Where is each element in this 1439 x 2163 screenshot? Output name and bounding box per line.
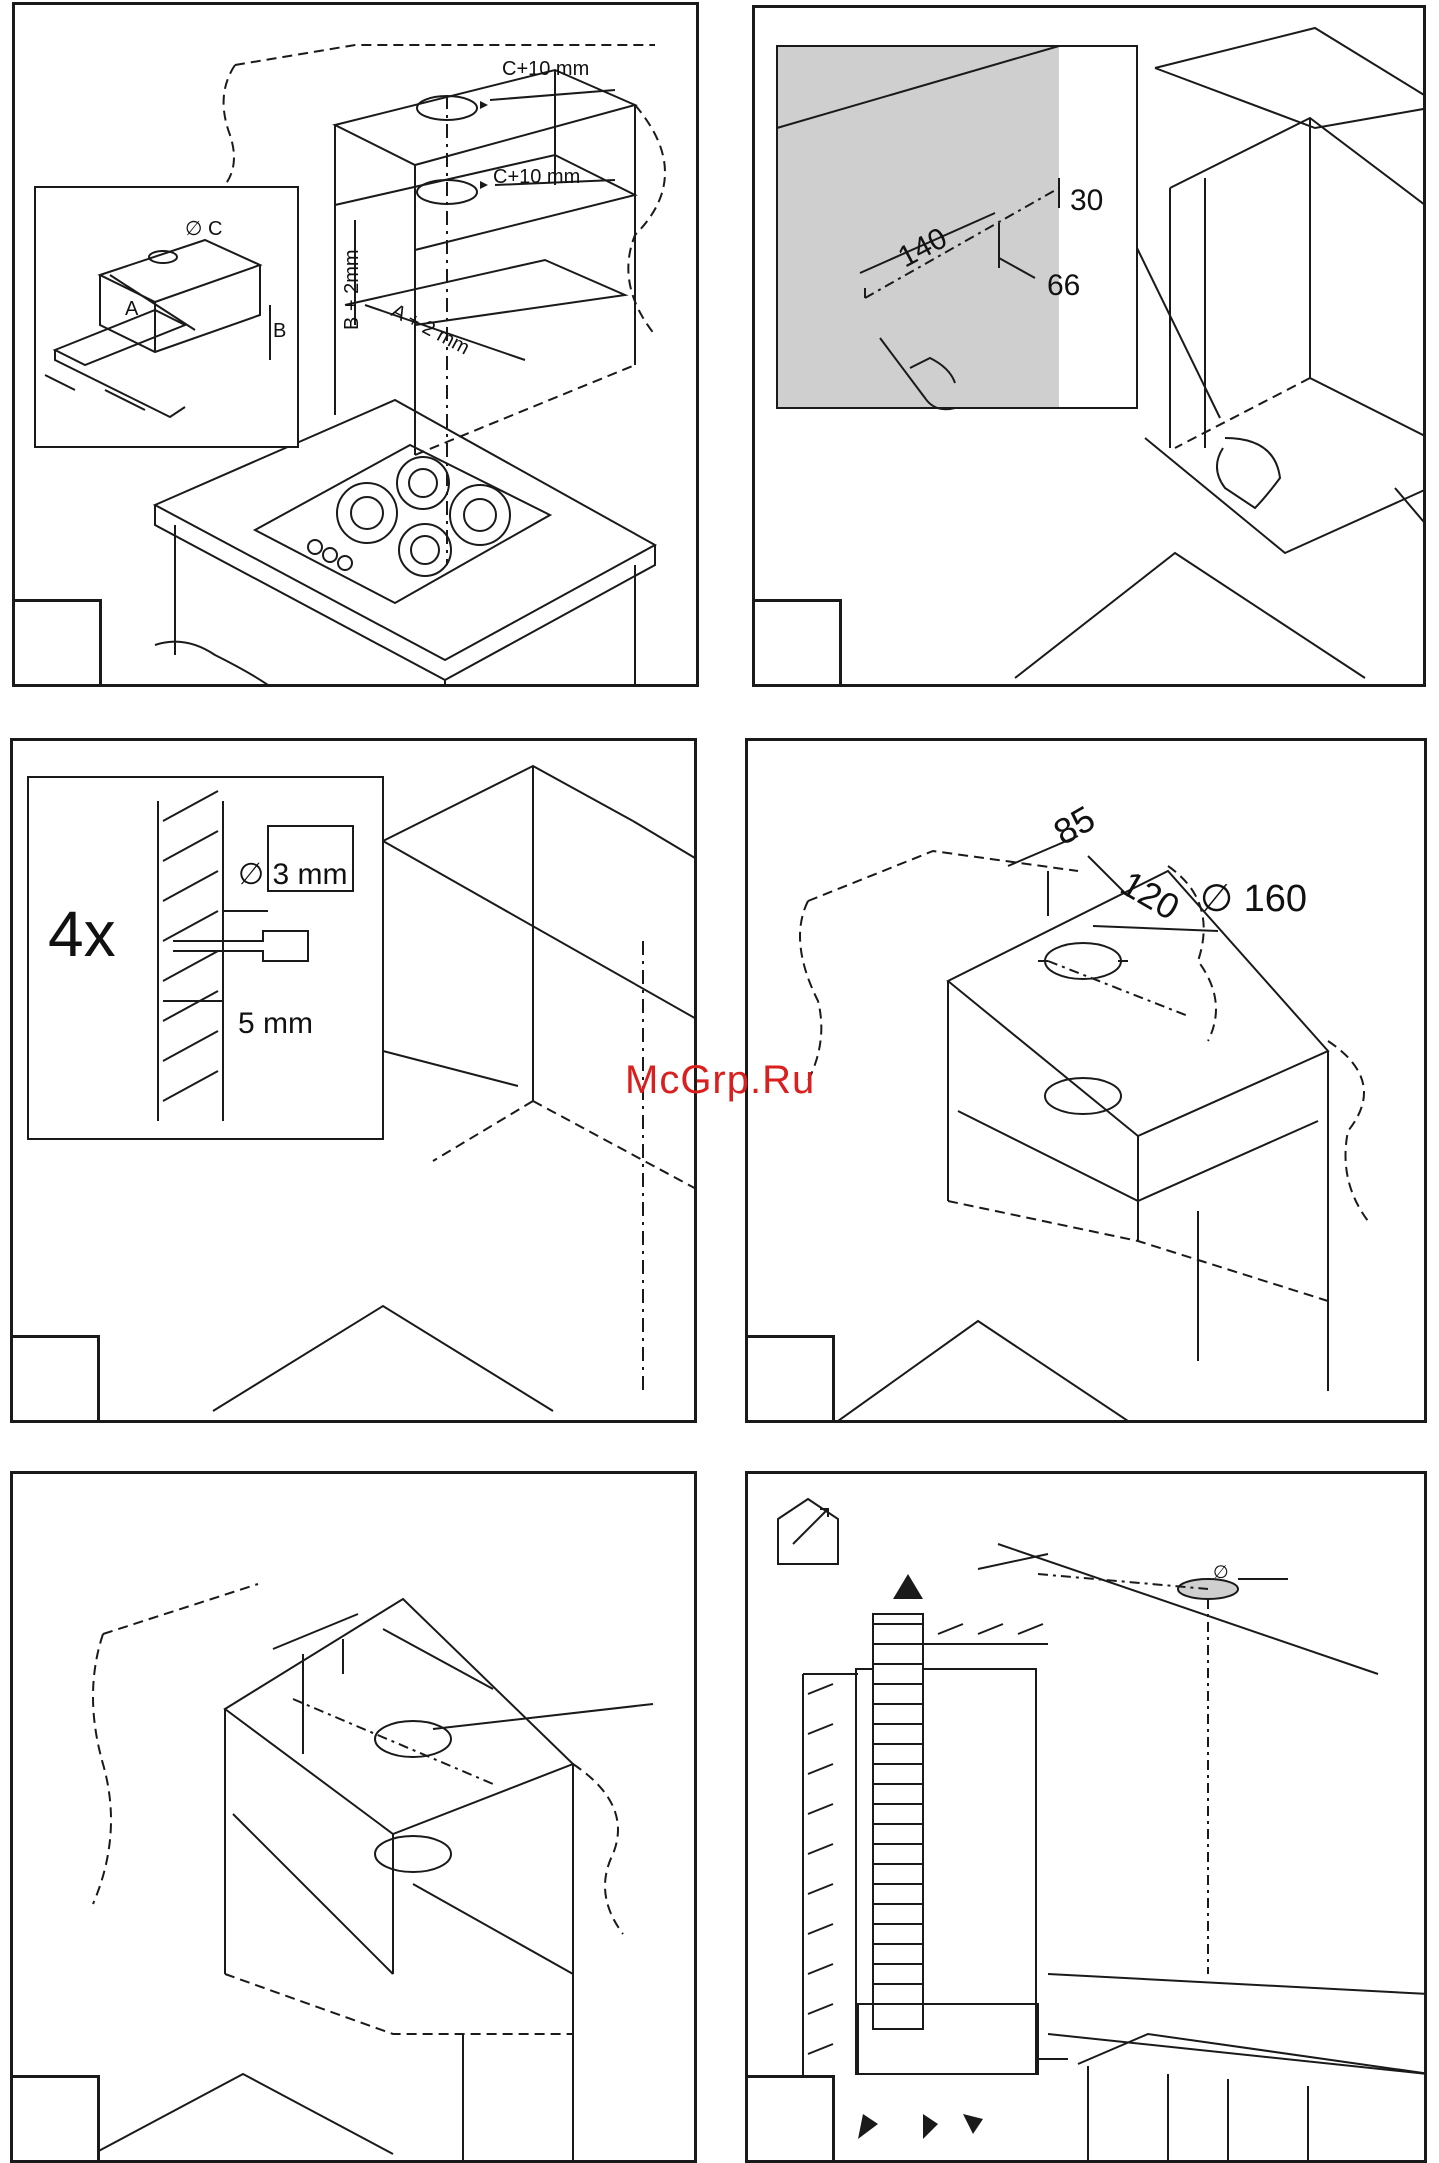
panel-step-6 <box>745 1471 1427 2163</box>
drill-count: 4x <box>48 898 116 970</box>
dim-a: A + 2 mm <box>387 299 474 360</box>
dim-120: 120 <box>1114 862 1187 928</box>
inset-a: A <box>125 298 139 320</box>
step-number-box <box>745 2075 835 2163</box>
inset-c: ∅ C <box>185 218 223 240</box>
panel-step-2 <box>752 5 1426 687</box>
dim-c-mid: C+10 mm <box>493 166 581 188</box>
step-number-box <box>10 2075 100 2163</box>
drilling-drawing <box>13 741 697 1423</box>
panel-step-3 <box>10 738 697 1423</box>
dim-140: 140 <box>892 221 953 275</box>
step-number-box <box>752 599 842 687</box>
cabinet-hob-drawing <box>15 5 699 687</box>
marking-drawing <box>755 8 1426 687</box>
panel-step-1 <box>12 2 699 687</box>
dim-66: 66 <box>1047 269 1081 302</box>
dim-b: B + 2mm <box>341 249 363 330</box>
ceiling-duct-diameter: ∅ <box>1213 1562 1229 1582</box>
watermark-text: McGrp.Ru <box>625 1058 816 1102</box>
ducting-drawing <box>748 1474 1427 2163</box>
drill-depth: 5 mm <box>238 1007 313 1040</box>
dim-30: 30 <box>1070 184 1104 217</box>
dim-85: 85 <box>1046 797 1102 853</box>
drill-diameter: ∅ 3 mm <box>238 858 348 891</box>
cabinet-cutout-drawing <box>13 1474 697 2163</box>
inset-b: B <box>273 320 287 342</box>
step-number-box <box>745 1335 835 1423</box>
panel-step-4 <box>745 738 1427 1423</box>
dim-c-top: C+10 mm <box>502 58 590 80</box>
step-number-box <box>12 599 102 687</box>
panel-step-5 <box>10 1471 697 2163</box>
step-number-box <box>10 1335 100 1423</box>
dim-160: ∅ 160 <box>1200 878 1308 920</box>
cutout-drawing <box>748 741 1427 1423</box>
